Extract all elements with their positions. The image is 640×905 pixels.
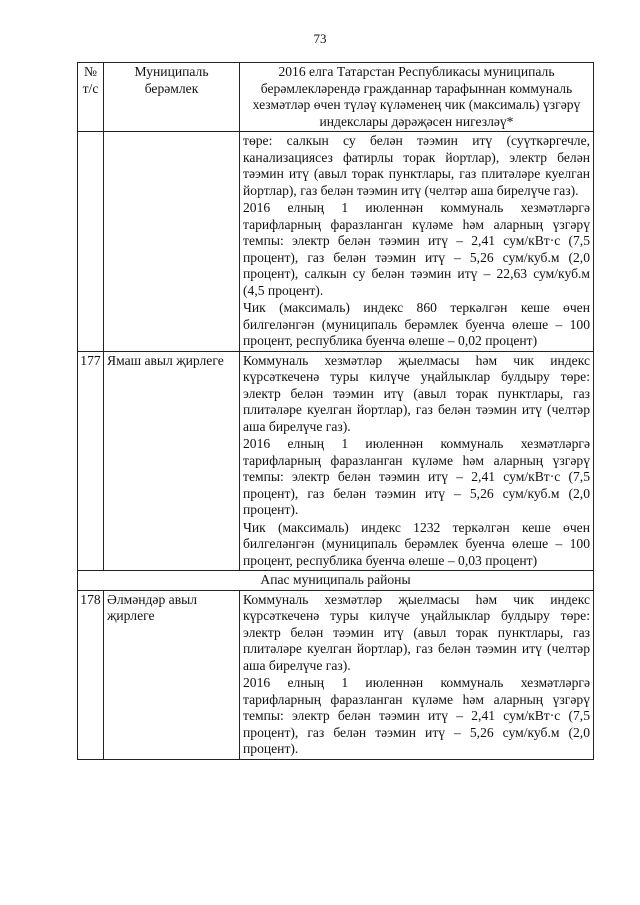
row-number: 177 <box>78 351 104 571</box>
header-description: 2016 елга Татарстан Республикасы муниципаль берәмлекләрендә гражданнар тарафыннан коммуналь хезмәтләр өчен түләү күләменең чик (максималь) үзгәрү индекслары дәрәҗәсен нигезләү* <box>240 63 594 132</box>
description-paragraph: төре: салкын су белән тәэмин итү (суүткәргечле, канализациясез фатирлы торак йортлар), электр белән тәэмин итү (авыл торак пунктлары, газ плитәләре куелган йортлар), газ белән тәэмин итү (челтәр аша бирелүче газ). <box>243 133 590 198</box>
description-paragraph: Чик (максималь) индекс 860 теркәлгән кеше өчен билгеләнгән (муниципаль берәмлек буенча өлеше – 100 процент, республика буенча өлеше – 0,02 процент) <box>243 300 590 348</box>
region-row <box>78 571 594 591</box>
header-number: № т/с <box>78 63 104 132</box>
description-paragraph: Коммуналь хезмәтләр җыелмасы һәм чик индекс күрсәткеченә туры килүче уңайлыклар булдыру төре: электр белән тәэмин итү (авыл торак пунктлары, газ плитәләре куелган йортлар), газ белән тәэмин итү (челтәр аша бирелүче газ). <box>243 591 590 673</box>
description-paragraph: Коммуналь хезмәтләр җыелмасы һәм чик индекс күрсәткеченә туры килүче уңайлыклар булдыру төре: электр белән тәэмин итү (авыл торак пунктлары, газ плитәләре куелган йортлар), газ белән тәэмин итү (челтәр аша бирелүче газ). <box>243 352 590 434</box>
region-title: Апас муниципаль районы <box>78 571 594 591</box>
utility-index-table <box>77 62 594 760</box>
table-row <box>78 132 594 352</box>
row-description <box>240 351 594 571</box>
row-description <box>240 132 594 352</box>
header-municipality: Муниципаль берәмлек <box>104 63 240 132</box>
row-number: 178 <box>78 590 104 759</box>
row-municipality <box>104 132 240 352</box>
row-number <box>78 132 104 352</box>
page-number: 73 <box>313 31 327 46</box>
table-row <box>78 590 594 759</box>
description-paragraph: 2016 елның 1 июленнән коммуналь хезмәтләргә тарифларның фаразланган күләме һәм аларның үзгәрү темпы: электр белән тәэмин итү – 2,41 сум/кВт·с (7,5 процент), газ белән тәэмин итү – 5,26 сум/куб.м (2,0 процент). <box>243 436 590 517</box>
row-municipality: Әлмәндәр авыл җирлеге <box>104 590 240 759</box>
description-paragraph: 2016 елның 1 июленнән коммуналь хезмәтләргә тарифларның фаразланган күләме һәм аларның үзгәрү темпы: электр белән тәэмин итү – 2,41 сум/кВт·с (7,5 процент), газ белән тәэмин итү – 5,26 сум/куб.м (2,0 процент), салкын су белән тәэмин итү – 22,63 сум/куб.м (4,5 процент). <box>243 200 590 298</box>
table-row <box>78 351 594 571</box>
row-municipality: Ямаш авыл җирлеге <box>104 351 240 571</box>
table-header-row <box>78 63 594 132</box>
description-paragraph: 2016 елның 1 июленнән коммуналь хезмәтләргә тарифларның фаразланган күләме һәм аларның үзгәрү темпы: электр белән тәэмин итү – 2,41 сум/кВт·с (7,5 процент), газ белән тәэмин итү – 5,26 сум/куб.м (2,0 процент). <box>243 675 590 756</box>
row-description <box>240 590 594 759</box>
description-paragraph: Чик (максималь) индекс 1232 теркәлгән кеше өчен билгеләнгән (муниципаль берәмлек буенча өлеше – 100 процент, республика буенча өлеше – 0,03 процент) <box>243 519 590 568</box>
